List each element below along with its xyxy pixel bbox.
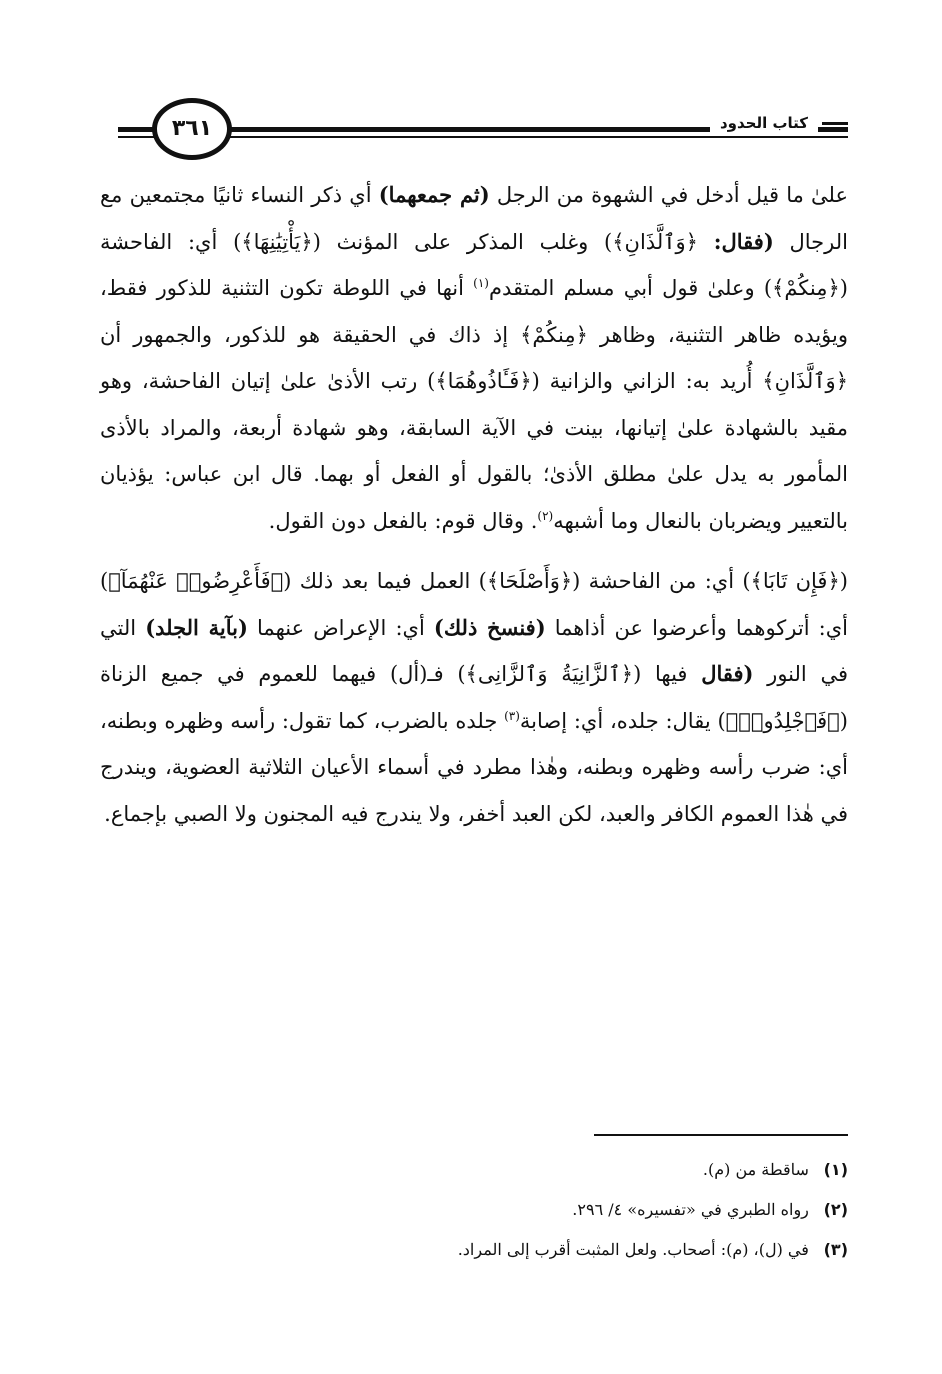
footnote-text: ساقطة من (م). xyxy=(702,1160,809,1179)
footnote-ref[interactable]: (١) xyxy=(473,276,489,290)
text-run: فيها ( xyxy=(633,662,702,686)
chapter-title: كتاب الحدود xyxy=(710,112,818,134)
footnote-item xyxy=(148,1190,848,1230)
quran-quote: ﴿وَٱلَّذَانِ﴾ xyxy=(612,229,714,254)
text-run: أُريد به: الزاني والزانية ( xyxy=(531,369,763,393)
footnote-ref[interactable]: (٢) xyxy=(537,508,554,523)
paragraph-1 xyxy=(100,172,848,544)
footnote-text: في (ل)، (م): أصحاب. ولعل المثبت أقرب إلى المراد. xyxy=(457,1240,809,1259)
quran-quote: ﴿فَٱجْلِدُوا۟﴾ xyxy=(725,708,840,733)
text-run: ) يقال: جلده، أي: إصابة xyxy=(519,708,726,733)
footnote-separator xyxy=(594,1134,848,1136)
page-number-badge xyxy=(152,98,232,160)
main-text xyxy=(100,172,848,837)
text-run: ) أي: الفاحشة ( xyxy=(100,229,848,300)
footnote-ref[interactable]: (٣) xyxy=(504,708,520,723)
header-ornament xyxy=(822,122,848,125)
text-run: أنها في اللوطة تكون التثنية للذكور فقط، ويؤيده ظاهر التثنية، وظاهر xyxy=(100,276,848,347)
text-run: ) وعلىٰ قول أبي مسلم المتقدم xyxy=(488,276,773,300)
footnote-item xyxy=(148,1150,848,1190)
text-run: ) أي: من الفاحشة ( xyxy=(572,569,751,593)
quran-quote: ﴿مِنكُمْ﴾ xyxy=(772,276,840,300)
page-header xyxy=(118,98,848,164)
footnotes xyxy=(148,1150,848,1270)
footnote-number: (١) xyxy=(823,1160,848,1179)
paragraph-2 xyxy=(100,558,848,837)
text-run: ( xyxy=(839,569,848,593)
text-run: ) وغلب المذكر على المؤنث ( xyxy=(312,229,613,254)
quran-quote: ﴿مِنكُمْ﴾ xyxy=(520,322,588,347)
bold-term: (فقال xyxy=(701,661,754,686)
quran-quote: ﴿وَٱلَّذَانِ﴾ xyxy=(762,369,848,393)
text-run: جلده بالضرب، كما تقول: رأسه وظهره وبطنه، أي: ضرب رأسه وظهره وبطنه، وهٰذا مطرد في أسماء الأعيان الثلاثية العضوية، ويندرج في هٰذا العموم الكافر والعبد، لكن العبد أخفر، ولا يندرج فيه المجنون ولا الصبي بإجماع. xyxy=(100,708,848,826)
text-run: التي في النور xyxy=(100,615,849,686)
footnote-text: رواه الطبري في «تفسيره» ٤/ ٢٩٦. xyxy=(572,1200,809,1219)
text-run: ) رتب الأذىٰ علىٰ إتيان الفاحشة، وهو مقيد بالشهادة علىٰ إتيانها، بينت في الآية السابقة، وهو شهادة أربعة، والمراد بالأذى المأمور به يدل علىٰ مطلق الأذىٰ؛ بالقول أو الفعل أو بهما. قال ابن عباس: يؤذيان بالتعيير ويضربان بالنعال وما أشبهه xyxy=(100,369,848,533)
quran-quote: ﴿فَإِن تَابَا﴾ xyxy=(750,569,840,593)
quran-quote: ﴿وَأَصْلَحَا﴾ xyxy=(486,569,573,593)
bold-term: (بآية الجلد) xyxy=(145,614,248,640)
quran-quote: ﴿يَأْتِيَٰنِهَا﴾ xyxy=(241,229,313,254)
footnote-item xyxy=(148,1230,848,1270)
text-run: ) العمل فيما بعد ذلك ( xyxy=(283,569,487,593)
quran-quote: ﴿ٱلزَّانِيَةُ وَٱلزَّانِى﴾ xyxy=(465,662,634,686)
text-run: إذ ذاك في الحقيقة هو للذكور، والجمهور أن xyxy=(100,322,521,347)
footnote-number: (٢) xyxy=(823,1200,848,1219)
footnote-number: (٣) xyxy=(823,1240,848,1259)
text-run: أي: الإعراض عنهما xyxy=(247,615,434,640)
page-number: ٣٦١ xyxy=(171,116,213,141)
quran-quote: ﴿فَأَعْرِضُوا۟ عَنْهُمَآ﴾ xyxy=(108,569,284,593)
text-run: أي ذكر النساء ثانيًا مجتمعين مع الرجال xyxy=(100,183,848,254)
bold-term: (فنسخ ذلك) xyxy=(433,614,546,640)
bold-term: (فقال: xyxy=(713,228,774,254)
quran-quote: ﴿فَـَٔاذُوهُمَا﴾ xyxy=(435,369,532,393)
text-run: ) فـ(أل) فيهما للعموم في جميع الزناة ( xyxy=(100,662,848,733)
text-run: . وقال قوم: بالفعل دون القول. xyxy=(268,508,538,533)
bold-term: (ثم جمعهما) xyxy=(378,182,490,207)
text-run: علىٰ ما قيل أدخل في الشهوة من الرجل xyxy=(489,183,848,207)
text-run: ) أي: أتركوهما وأعرضوا عن أذاهما xyxy=(100,569,849,640)
